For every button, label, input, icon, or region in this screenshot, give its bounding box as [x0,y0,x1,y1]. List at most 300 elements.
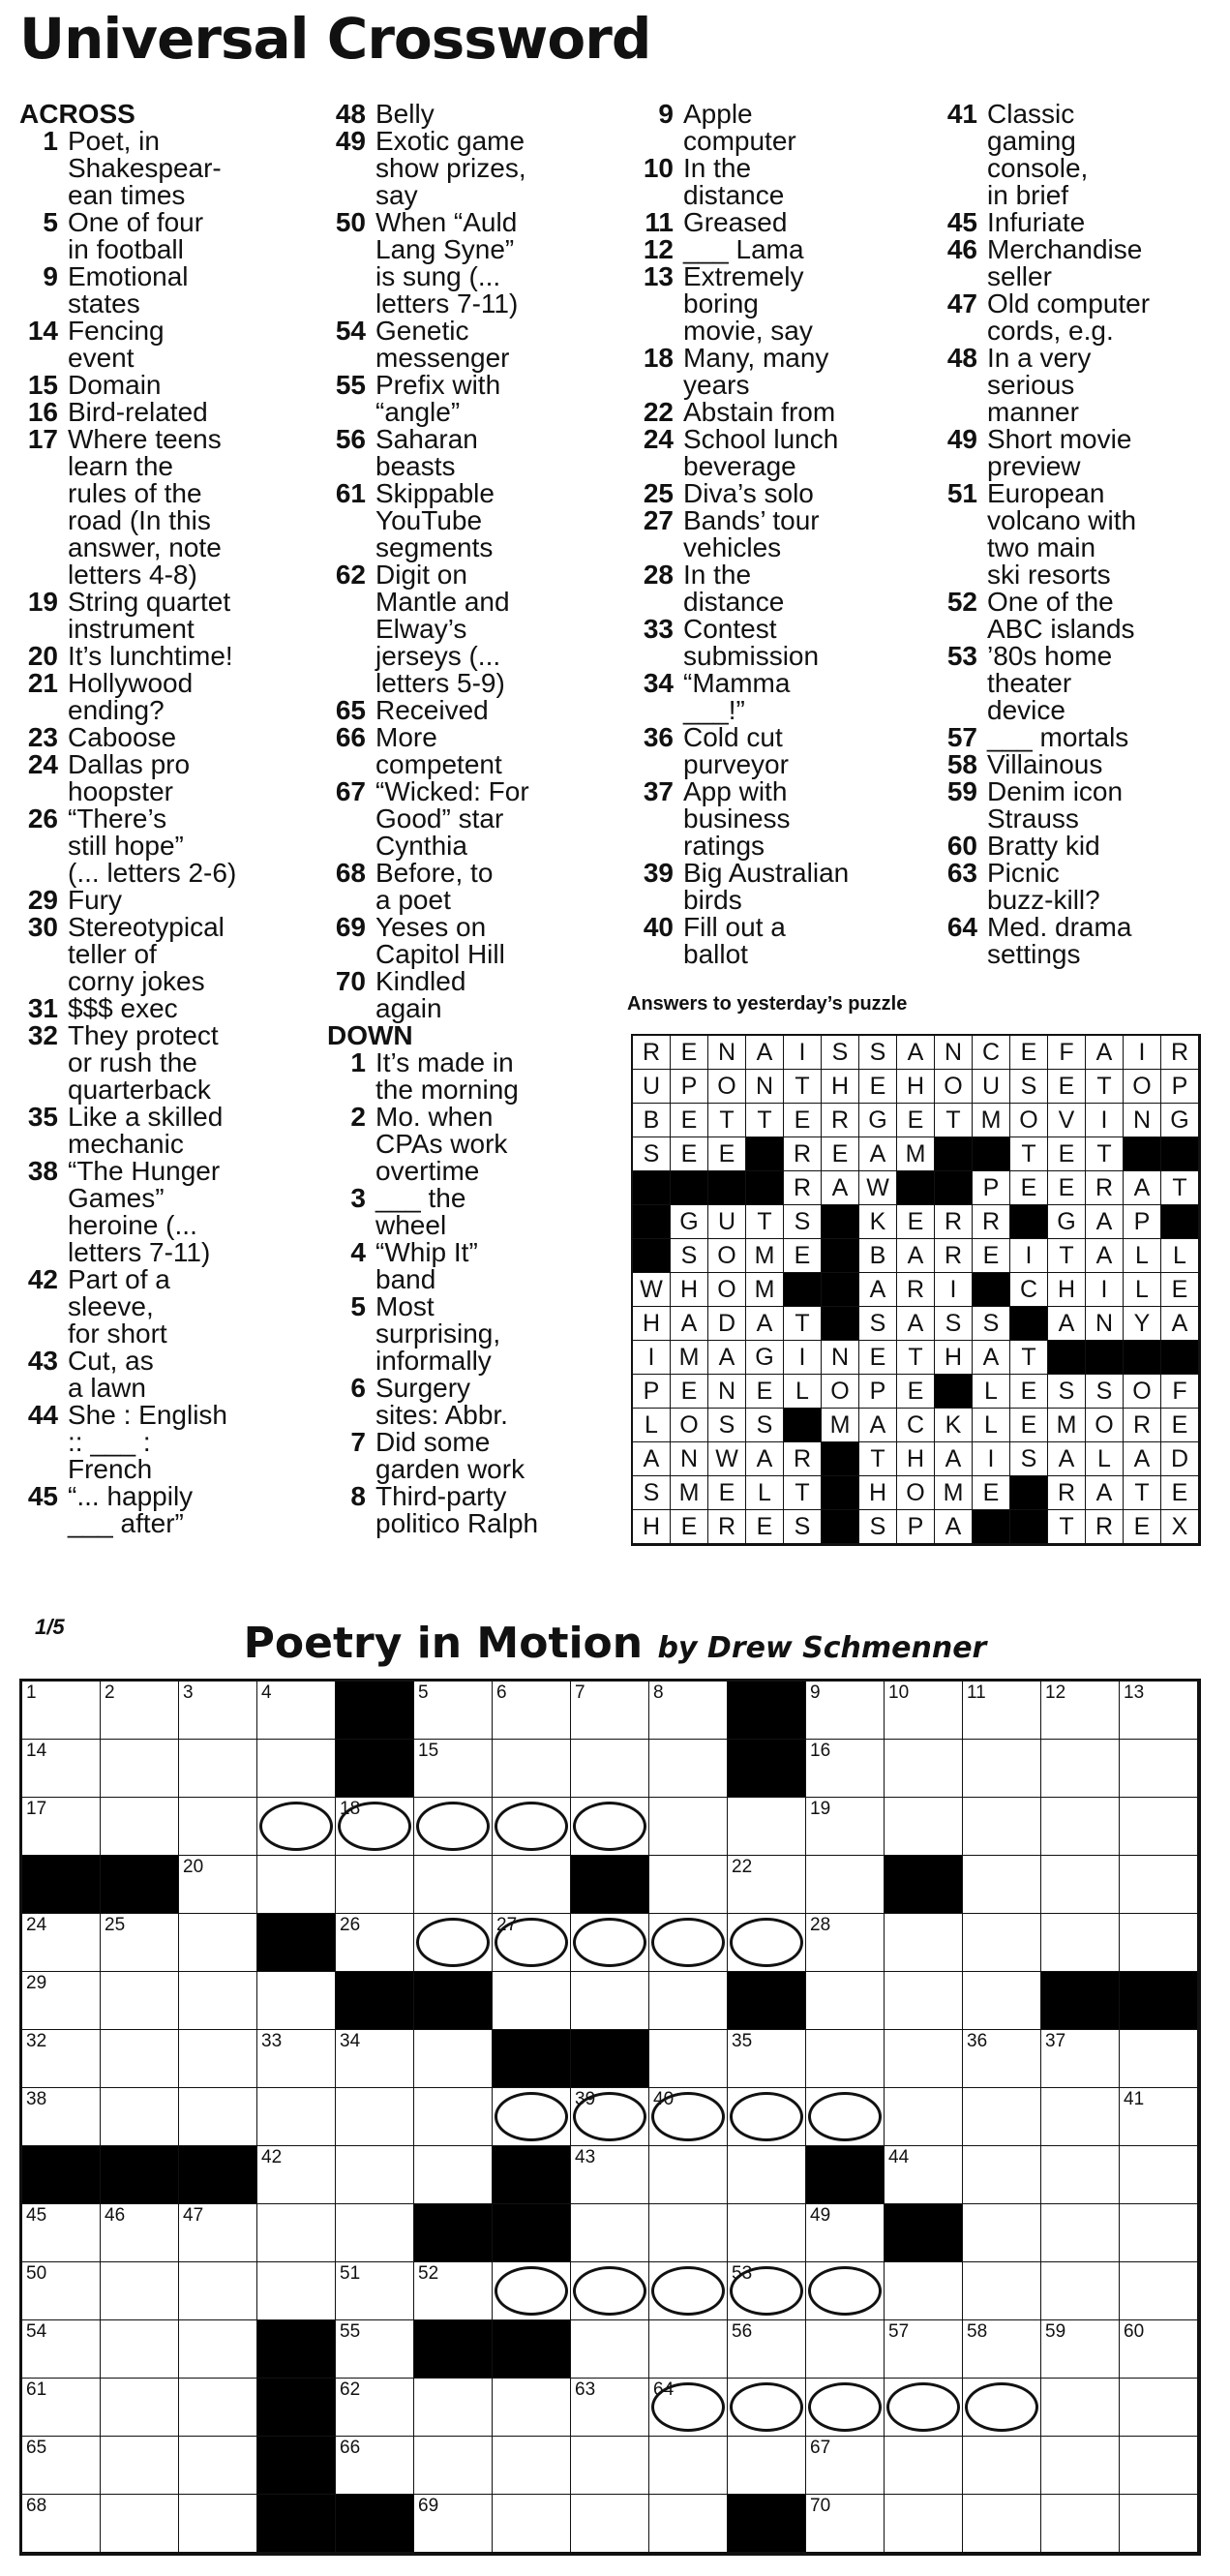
grid-cell[interactable] [728,2320,806,2379]
grid-cell[interactable] [1041,2495,1120,2553]
grid-cell[interactable] [179,2262,257,2320]
grid-cell[interactable] [414,1798,493,1856]
clue-item[interactable] [939,914,1229,968]
grid-cell[interactable] [649,2495,728,2553]
grid-cell[interactable] [22,2320,101,2379]
grid-cell[interactable] [571,2146,649,2204]
grid-cell[interactable] [22,2204,101,2262]
clue-item[interactable] [327,426,617,480]
clue-item[interactable] [635,860,925,914]
clue-item[interactable] [635,426,925,480]
grid-cell[interactable] [257,1798,336,1856]
grid-cell[interactable] [101,1972,179,2030]
grid-cell[interactable] [1041,2204,1120,2262]
grid-cell[interactable] [649,2146,728,2204]
grid-cell[interactable] [257,2146,336,2204]
grid-cell[interactable] [179,1798,257,1856]
grid-cell[interactable] [806,1798,885,1856]
clue-item[interactable] [19,1266,310,1348]
grid-cell[interactable] [493,1914,571,1972]
grid-cell[interactable] [728,2437,806,2495]
answer-letter-cell: A [1048,1442,1086,1476]
grid-cell[interactable] [806,1856,885,1914]
grid-cell[interactable] [571,1914,649,1972]
clue-number: 29 [27,885,58,915]
grid-cell[interactable] [1041,2088,1120,2146]
answer-letter-cell: S [671,1239,708,1273]
grid-cell[interactable] [493,2379,571,2437]
grid-cell[interactable] [1041,1914,1120,1972]
grid-cell[interactable] [22,2437,101,2495]
grid-cell[interactable] [728,1856,806,1914]
clue-item[interactable] [939,724,1229,751]
grid-cell[interactable] [963,2495,1041,2553]
grid-cell[interactable] [1120,1856,1198,1914]
clue-item[interactable] [19,128,310,209]
clue-item[interactable] [19,670,310,724]
grid-cell[interactable] [22,2379,101,2437]
grid-cell[interactable] [1041,2320,1120,2379]
clue-item[interactable] [327,1375,617,1429]
grid-cell[interactable] [1120,1798,1198,1856]
answer-letter-cell: H [633,1510,671,1544]
clue-column-2 [327,101,617,1537]
clue-item[interactable] [19,263,310,318]
grid-cell[interactable] [649,1798,728,1856]
grid-cell[interactable] [963,2320,1041,2379]
clue-item[interactable] [327,1483,617,1537]
grid-cell[interactable] [493,1740,571,1798]
grid-cell[interactable] [963,1740,1041,1798]
grid-cell[interactable] [22,2262,101,2320]
cell-number: 11 [967,1682,986,1703]
answer-letter-cell: O [1124,1070,1161,1104]
grid-cell[interactable] [571,2379,649,2437]
grid-cell[interactable] [1041,2146,1120,2204]
grid-cell[interactable] [885,1682,963,1740]
grid-cell[interactable] [179,2379,257,2437]
grid-cell[interactable] [885,2320,963,2379]
answer-letter-cell: N [671,1442,708,1476]
answer-block-cell [897,1171,935,1205]
grid-cell[interactable] [963,1798,1041,1856]
grid-cell[interactable] [414,2030,493,2088]
answer-letter-cell: P [973,1171,1010,1205]
grid-cell[interactable] [885,2495,963,2553]
grid-cell[interactable] [806,2030,885,2088]
grid-cell[interactable] [571,2437,649,2495]
grid-cell[interactable] [806,2437,885,2495]
grid-cell[interactable] [571,2088,649,2146]
grid-cell[interactable] [806,2088,885,2146]
clue-item[interactable] [939,290,1229,345]
grid-cell[interactable] [22,2088,101,2146]
clue-text: Exotic game show prizes, say [375,126,526,210]
clue-item[interactable] [939,101,1229,209]
grid-cell[interactable] [1120,2204,1198,2262]
clue-item[interactable] [19,318,310,372]
grid-cell[interactable] [414,1856,493,1914]
grid-cell[interactable] [728,2262,806,2320]
clue-item[interactable] [327,1293,617,1375]
grid-cell[interactable] [806,2204,885,2262]
grid-cell[interactable] [649,2088,728,2146]
clue-item[interactable] [327,1104,617,1185]
grid-cell[interactable] [1120,2088,1198,2146]
grid-cell[interactable] [649,2437,728,2495]
clue-item[interactable] [327,724,617,778]
clue-item[interactable] [327,318,617,372]
clue-item[interactable] [635,101,925,155]
clue-item[interactable] [939,426,1229,480]
grid-cell[interactable] [571,1682,649,1740]
grid-cell[interactable] [1120,2379,1198,2437]
clue-item[interactable] [19,1158,310,1266]
clue-item[interactable] [327,1049,617,1104]
grid-cell[interactable] [1120,1914,1198,1972]
grid-cell[interactable] [257,1972,336,2030]
clue-item[interactable] [19,805,310,887]
grid-cell[interactable] [336,2204,414,2262]
grid-cell[interactable] [885,2437,963,2495]
grid-cell[interactable] [1120,2495,1198,2553]
grid-cell[interactable] [101,1798,179,1856]
cell-number: 15 [418,1741,439,1761]
circle-marker [886,2382,960,2432]
grid-cell[interactable] [414,2146,493,2204]
grid-cell[interactable] [571,1798,649,1856]
grid-cell[interactable] [885,2146,963,2204]
clue-item[interactable] [19,914,310,995]
grid-cell[interactable] [179,2320,257,2379]
clue-item[interactable] [939,209,1229,236]
grid-cell[interactable] [22,1740,101,1798]
clue-item[interactable] [19,887,310,914]
clue-item[interactable] [19,1022,310,1104]
grid-cell[interactable] [493,1972,571,2030]
grid-cell[interactable] [101,2262,179,2320]
clue-item[interactable] [327,697,617,724]
grid-cell[interactable] [649,1740,728,1798]
grid-cell[interactable] [179,1914,257,1972]
grid-cell[interactable] [414,2495,493,2553]
grid-cell[interactable] [963,1856,1041,1914]
grid-cell[interactable] [728,1914,806,1972]
grid-cell[interactable] [806,1914,885,1972]
clue-item[interactable] [635,724,925,778]
grid-cell[interactable] [728,2146,806,2204]
clue-item[interactable] [19,1348,310,1402]
clue-item[interactable] [327,1429,617,1483]
grid-cell[interactable] [257,2204,336,2262]
grid-cell[interactable] [806,2320,885,2379]
grid-cell[interactable] [336,2320,414,2379]
clue-item[interactable] [19,751,310,805]
cell-number: 33 [261,2031,283,2051]
grid-cell[interactable] [728,2088,806,2146]
grid-cell[interactable] [179,1740,257,1798]
grid-cell[interactable] [728,2030,806,2088]
grid-cell[interactable] [257,1682,336,1740]
grid-block-cell [806,2146,885,2204]
grid-cell[interactable] [414,1740,493,1798]
grid-cell[interactable] [179,2030,257,2088]
grid-cell[interactable] [885,1798,963,1856]
clue-item[interactable] [635,263,925,345]
grid-cell[interactable] [1120,2262,1198,2320]
grid-cell[interactable] [1041,2379,1120,2437]
grid-cell[interactable] [571,2320,649,2379]
grid-cell[interactable] [571,2495,649,2553]
cell-number: 51 [340,2263,361,2284]
grid-cell[interactable] [22,1972,101,2030]
grid-cell[interactable] [493,1856,571,1914]
clue-item[interactable] [19,1402,310,1483]
clue-item[interactable] [939,345,1229,426]
grid-cell[interactable] [179,2204,257,2262]
clue-item[interactable] [19,372,310,399]
answer-letter-cell: E [708,1137,746,1171]
grid-cell[interactable] [101,2495,179,2553]
grid-cell[interactable] [885,1740,963,1798]
answer-letter-cell: P [897,1510,935,1544]
clue-item[interactable] [635,345,925,399]
clue-item[interactable] [327,968,617,1022]
grid-cell[interactable] [257,2088,336,2146]
clue-item[interactable] [939,778,1229,833]
grid-cell[interactable] [336,2437,414,2495]
clue-item[interactable] [19,995,310,1022]
grid-cell[interactable] [179,1856,257,1914]
grid-cell[interactable] [179,2088,257,2146]
grid-cell[interactable] [963,1914,1041,1972]
grid-cell[interactable] [101,2320,179,2379]
grid-cell[interactable] [571,1972,649,2030]
clue-item[interactable] [327,778,617,860]
clue-item[interactable] [327,209,617,318]
clue-text: It’s made in the morning [375,1047,519,1105]
grid-cell[interactable] [1041,2030,1120,2088]
clue-item[interactable] [327,860,617,914]
clue-item[interactable] [939,860,1229,914]
clue-item[interactable] [327,1239,617,1293]
clue-item[interactable] [327,128,617,209]
grid-cell[interactable] [806,2379,885,2437]
clue-number: 9 [43,261,58,291]
grid-cell[interactable] [728,2379,806,2437]
grid-cell[interactable] [963,2437,1041,2495]
grid-cell[interactable] [806,2262,885,2320]
grid-cell[interactable] [728,2204,806,2262]
clue-item[interactable] [19,724,310,751]
grid-cell[interactable] [728,1798,806,1856]
answer-letter-cell: S [859,1036,897,1070]
grid-cell[interactable] [885,2030,963,2088]
grid-cell[interactable] [1041,2262,1120,2320]
grid-cell[interactable] [963,1682,1041,1740]
clue-item[interactable] [327,561,617,697]
grid-cell[interactable] [649,1972,728,2030]
clue-item[interactable] [635,778,925,860]
grid-cell[interactable] [336,2146,414,2204]
clue-item[interactable] [635,236,925,263]
clue-number: 57 [946,722,977,752]
grid-cell[interactable] [1041,1682,1120,1740]
grid-cell[interactable] [806,2495,885,2553]
grid-cell[interactable] [22,1798,101,1856]
crossword-grid[interactable] [19,1679,1201,2556]
grid-cell[interactable] [963,2379,1041,2437]
grid-cell[interactable] [101,2437,179,2495]
clue-item[interactable] [635,155,925,209]
grid-cell[interactable] [649,2320,728,2379]
clue-item[interactable] [635,209,925,236]
grid-cell[interactable] [22,2030,101,2088]
grid-cell[interactable] [571,2262,649,2320]
clue-item[interactable] [939,589,1229,643]
grid-cell[interactable] [1120,2146,1198,2204]
grid-cell[interactable] [1041,1856,1120,1914]
clue-item[interactable] [635,914,925,968]
grid-cell[interactable] [257,1856,336,1914]
grid-cell[interactable] [571,1740,649,1798]
clue-item[interactable] [635,616,925,670]
grid-cell[interactable] [963,2204,1041,2262]
clue-item[interactable] [939,236,1229,290]
clue-item[interactable] [327,372,617,426]
grid-cell[interactable] [963,1972,1041,2030]
grid-cell[interactable] [885,2262,963,2320]
clue-item[interactable] [19,1104,310,1158]
grid-cell[interactable] [336,2088,414,2146]
grid-cell[interactable] [649,2030,728,2088]
grid-cell[interactable] [336,1856,414,1914]
grid-cell[interactable] [1041,1798,1120,1856]
grid-cell[interactable] [22,1682,101,1740]
clue-item[interactable] [939,833,1229,860]
grid-cell[interactable] [101,2088,179,2146]
clue-item[interactable] [19,589,310,643]
cell-number: 57 [888,2321,910,2342]
grid-cell[interactable] [179,2495,257,2553]
clue-item[interactable] [635,561,925,616]
grid-cell[interactable] [885,2088,963,2146]
grid-cell[interactable] [493,2262,571,2320]
grid-cell[interactable] [963,2262,1041,2320]
grid-cell[interactable] [414,2379,493,2437]
grid-cell[interactable] [806,1972,885,2030]
grid-cell[interactable] [493,1798,571,1856]
clue-item[interactable] [19,399,310,426]
grid-cell[interactable] [336,2262,414,2320]
grid-cell[interactable] [963,2088,1041,2146]
grid-cell[interactable] [649,1914,728,1972]
grid-cell[interactable] [336,2030,414,2088]
grid-cell[interactable] [493,2088,571,2146]
answer-letter-cell: L [1086,1442,1124,1476]
grid-cell[interactable] [963,2146,1041,2204]
grid-cell[interactable] [101,1914,179,1972]
answer-letter-cell: A [746,1036,784,1070]
grid-cell[interactable] [1120,1740,1198,1798]
clue-item[interactable] [939,643,1229,724]
grid-cell[interactable] [885,1972,963,2030]
grid-cell[interactable] [649,2262,728,2320]
grid-cell[interactable] [1120,2030,1198,2088]
grid-cell[interactable] [885,2379,963,2437]
grid-cell[interactable] [179,2437,257,2495]
grid-cell[interactable] [257,2030,336,2088]
grid-cell[interactable] [1120,2437,1198,2495]
clue-item[interactable] [19,1483,310,1537]
clue-item[interactable] [327,914,617,968]
clue-item[interactable] [327,480,617,561]
clue-item[interactable] [635,670,925,724]
clue-item[interactable] [327,1185,617,1239]
grid-cell[interactable] [493,1682,571,1740]
clue-text: Bands’ tour vehicles [683,505,820,562]
grid-cell[interactable] [336,1914,414,1972]
clue-item[interactable] [19,643,310,670]
grid-cell[interactable] [414,1914,493,1972]
grid-cell[interactable] [414,2088,493,2146]
clue-item[interactable] [939,480,1229,589]
grid-cell[interactable] [493,2495,571,2553]
grid-cell[interactable] [649,2204,728,2262]
grid-cell[interactable] [101,2379,179,2437]
page-title: Universal Crossword [19,6,651,72]
grid-cell[interactable] [414,2437,493,2495]
grid-cell[interactable] [885,1914,963,1972]
grid-cell[interactable] [806,1682,885,1740]
grid-cell[interactable] [414,1682,493,1740]
clue-item[interactable] [635,399,925,426]
clue-item[interactable] [635,480,925,507]
grid-cell[interactable] [179,1682,257,1740]
grid-cell[interactable] [22,1914,101,1972]
grid-cell[interactable] [22,2495,101,2553]
clue-item[interactable] [635,507,925,561]
grid-cell[interactable] [493,2437,571,2495]
clue-item[interactable] [19,209,310,263]
answer-letter-cell: E [859,1070,897,1104]
grid-cell[interactable] [649,1682,728,1740]
grid-cell[interactable] [101,2030,179,2088]
grid-cell[interactable] [649,2379,728,2437]
grid-cell[interactable] [336,1798,414,1856]
grid-cell[interactable] [649,1856,728,1914]
grid-cell[interactable] [1120,1682,1198,1740]
clue-item[interactable] [939,751,1229,778]
grid-cell[interactable] [257,1740,336,1798]
grid-cell[interactable] [179,1972,257,2030]
grid-cell[interactable] [101,1682,179,1740]
grid-cell[interactable] [571,2204,649,2262]
grid-cell[interactable] [1120,2320,1198,2379]
grid-cell[interactable] [257,2262,336,2320]
grid-cell[interactable] [336,2379,414,2437]
grid-cell[interactable] [101,1740,179,1798]
grid-cell[interactable] [963,2030,1041,2088]
grid-cell[interactable] [806,1740,885,1798]
clue-item[interactable] [327,101,617,128]
grid-cell[interactable] [1041,2437,1120,2495]
grid-cell[interactable] [101,2204,179,2262]
clue-item[interactable] [19,426,310,589]
clue-number: 5 [43,207,58,237]
grid-cell[interactable] [414,2262,493,2320]
grid-cell[interactable] [1041,1740,1120,1798]
